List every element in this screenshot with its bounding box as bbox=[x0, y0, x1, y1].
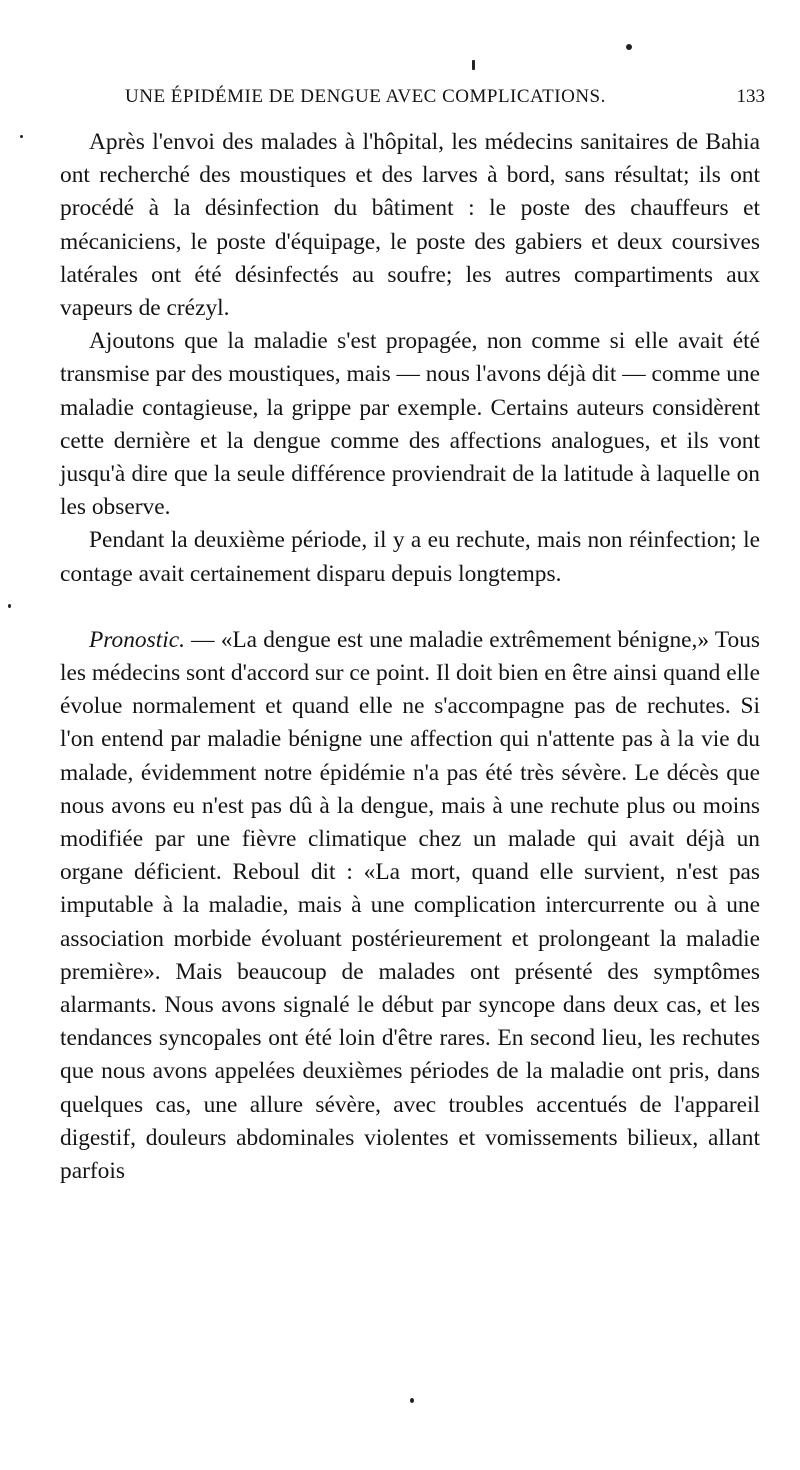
scan-speck bbox=[410, 1398, 414, 1403]
page-header bbox=[125, 86, 765, 114]
scan-speck bbox=[472, 60, 475, 70]
paragraph-propagation: Ajoutons que la maladie s'est propagée, non comme si elle avait été transmise par des moustiques, mais — nous l'avons déjà dit — comme une maladie contagieuse, la grippe par exemple. Certains auteurs considèrent cette dernière et la dengue comme des affections analogues, et ils vont jusqu'à dire que la seule différence proviendrait de la latitude à laquelle on les observe. bbox=[60, 328, 760, 521]
page-number: 133 bbox=[736, 86, 765, 107]
scan-speck bbox=[626, 44, 632, 50]
scan-speck bbox=[8, 604, 11, 608]
running-title: UNE ÉPIDÉMIE DE DENGUE AVEC COMPLICATIONS. bbox=[125, 86, 606, 107]
pronostic-text: — «La dengue est une maladie extrêmement bénigne,» Tous les médecins sont d'accord sur ce point. Il doit bien en être ainsi quand elle évolue normalement et quand elle ne s'accompagne pas de rechutes. Si l'on entend par maladie bénigne une affection qui n'attente pas à la vie du malade, évidemment notre épidémie n'a pas été très sévère. Le décès que nous avons eu n'est pas dû à la dengue, mais à une rechute plus ou moins modifiée par une fièvre climatique chez un malade qui avait déjà un organe déficient. Reboul dit : «La mort, quand elle survient, n'est pas imputable à la maladie, mais à une complication intercurrente ou à une association morbide évoluant postérieurement et prolongeant la maladie première». Mais beaucoup de malades ont présenté des symptômes alarmants. Nous avons signalé le début par syncope dans deux cas, et les tendances syncopales ont été loin d'être rares. En second lieu, les rechutes que nous avons appelées deuxièmes périodes de la maladie ont pris, dans quelques cas, une allure sévère, avec troubles accentués de l'appareil digestif, douleurs abdominales violentes et vomissements bilieux, allant parfois bbox=[60, 626, 760, 1185]
paragraph-second-period: Pendant la deuxième période, il y a eu rechute, mais non réinfection; le contage avait certainement disparu depuis longtemps. bbox=[60, 527, 760, 587]
scan-speck bbox=[20, 135, 23, 138]
pronostic-label: Pronostic. bbox=[89, 626, 185, 653]
body-text bbox=[60, 126, 760, 1188]
paragraph-disinfection: Après l'envoi des malades à l'hôpital, les médecins sanitaires de Bahia ont recherché des moustiques et des larves à bord, sans résultat; ils ont procédé à la désinfection du bâtiment : le poste des chauffeurs et mécaniciens, le poste d'équipage, le poste des gabiers et deux coursives latérales ont été désinfectés au soufre; les autres compartiments aux vapeurs de crézyl. bbox=[60, 129, 760, 322]
paragraph-pronostic bbox=[60, 624, 760, 1188]
